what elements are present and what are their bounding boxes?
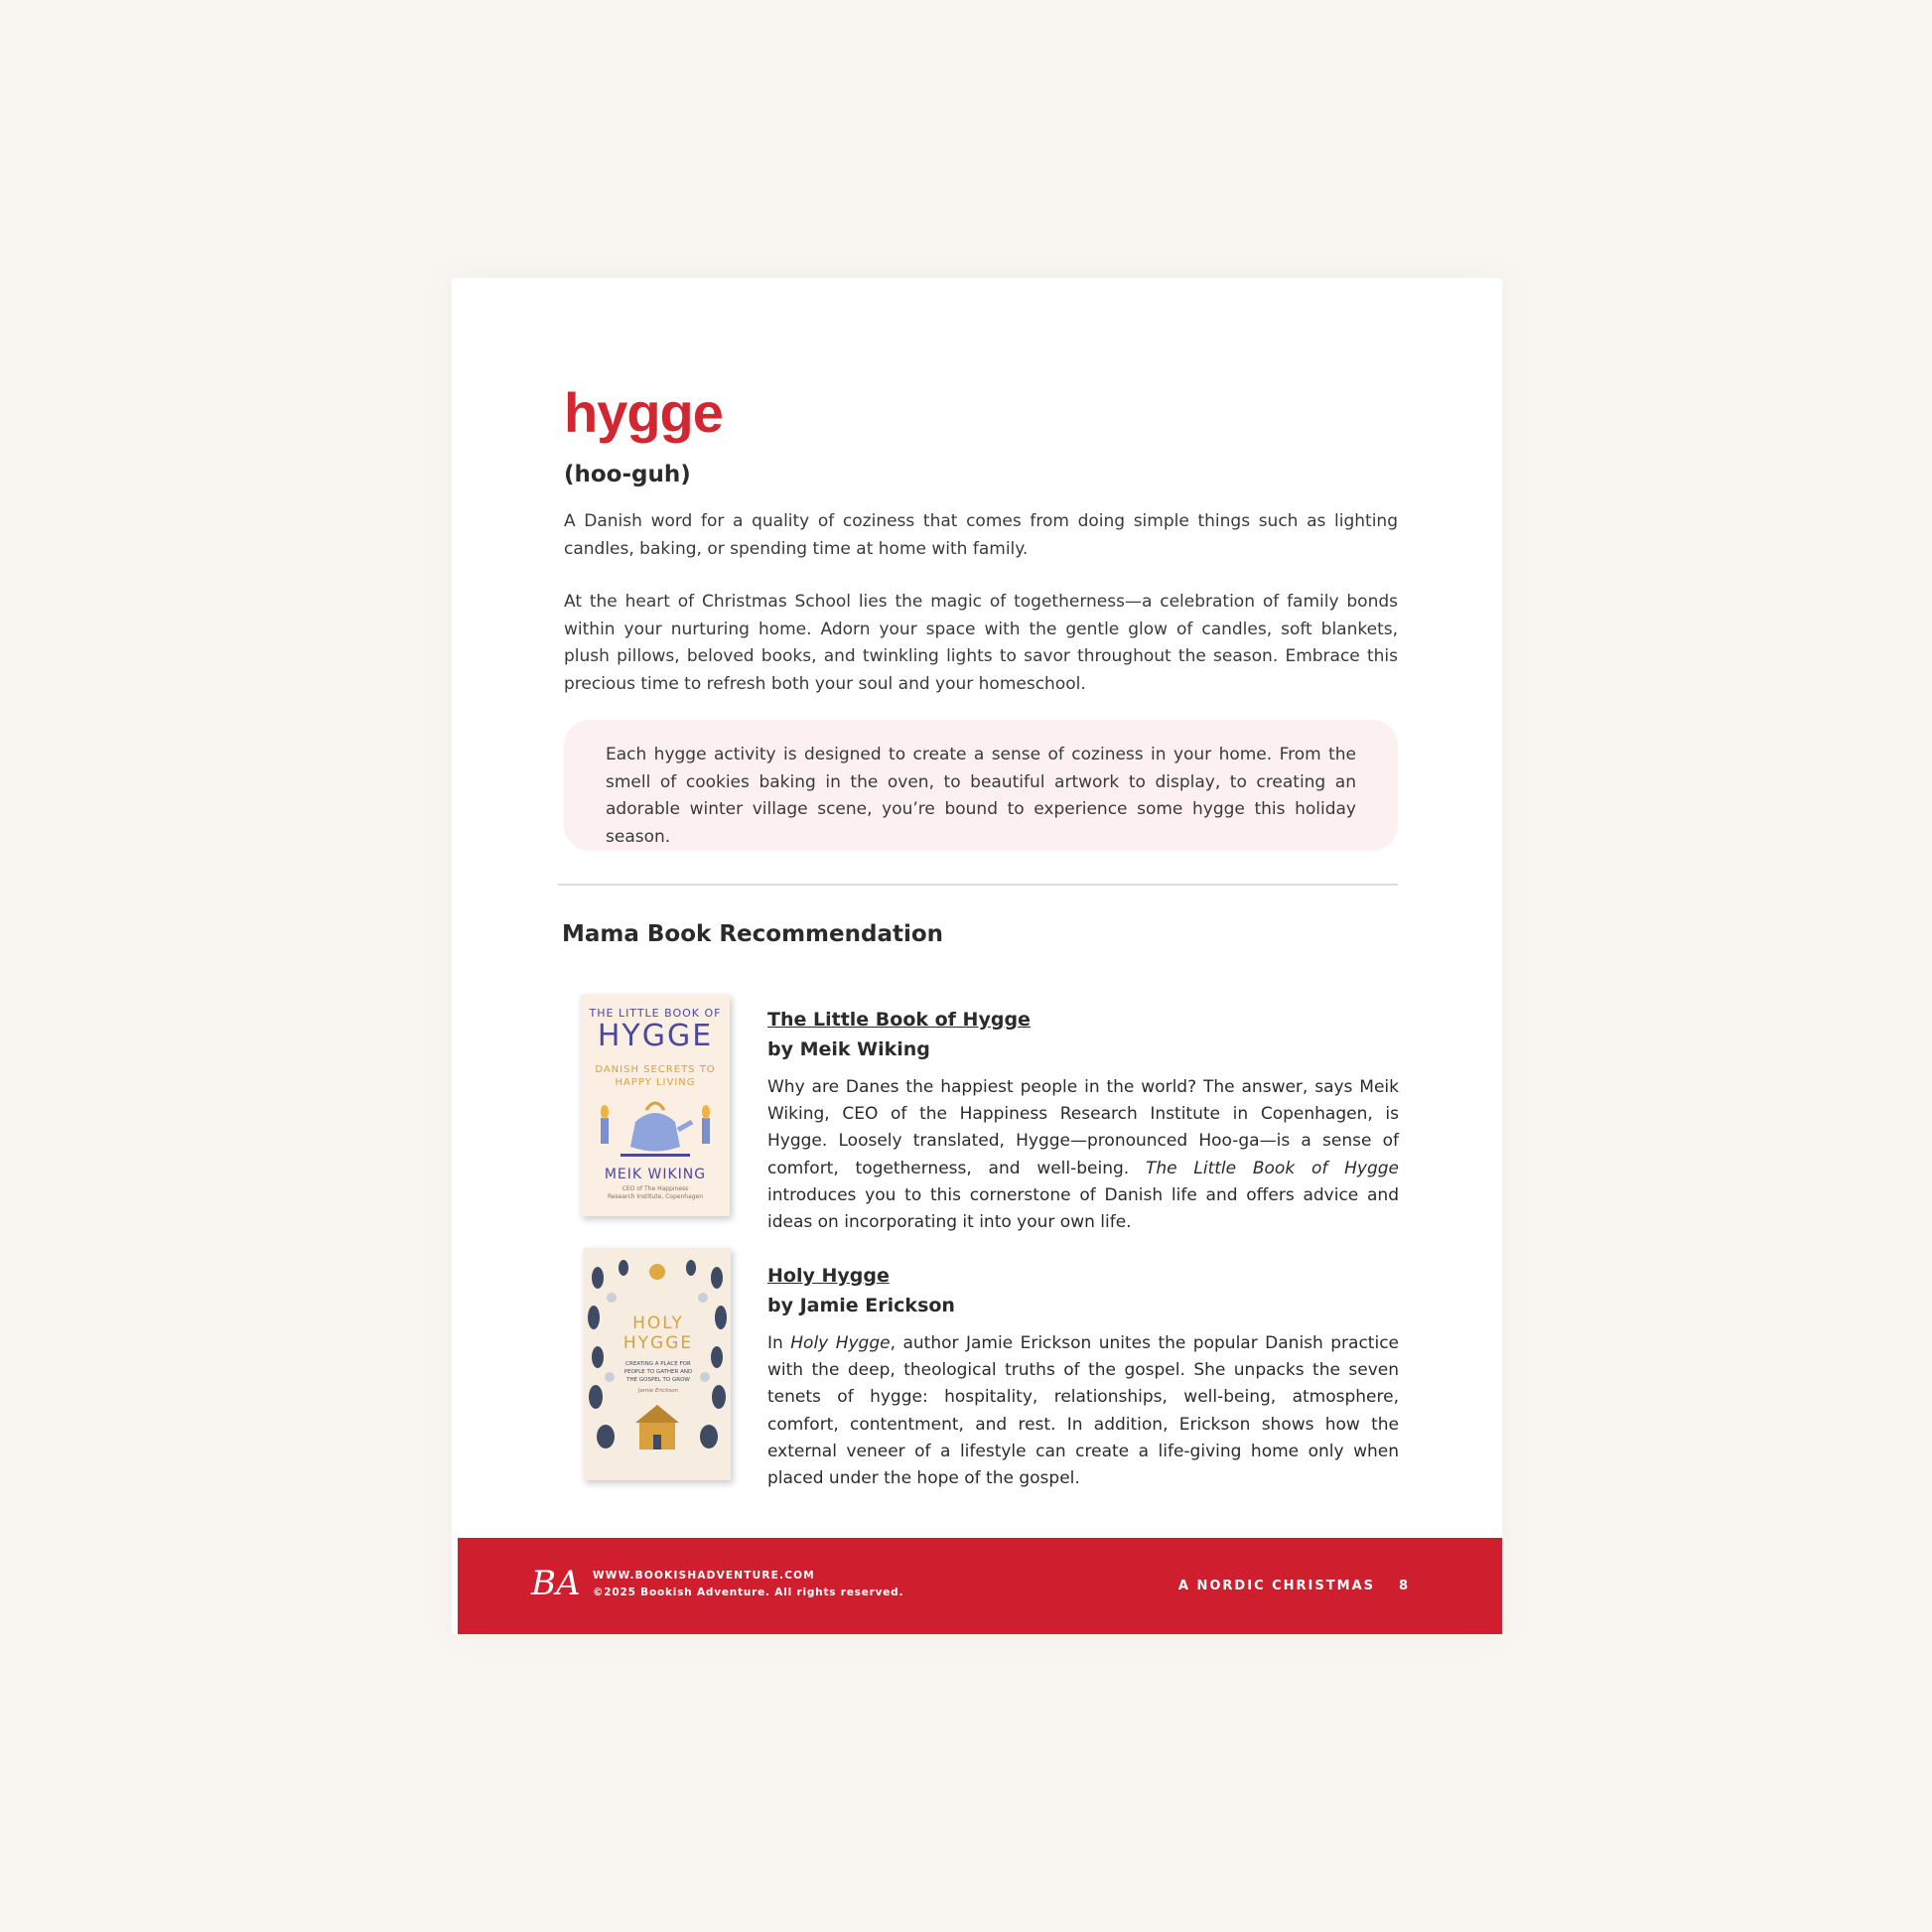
- brand-logo: BA: [531, 1564, 581, 1603]
- cover-tagline-3: THE GOSPEL TO GROW: [626, 1377, 690, 1383]
- book-description-italic: Holy Hygge: [790, 1333, 891, 1353]
- book-description-italic: The Little Book of Hygge: [1145, 1158, 1399, 1178]
- book-description: [767, 1074, 1399, 1236]
- section-heading: Mama Book Recommendation: [562, 921, 944, 947]
- cover-byline-2: Research Institute, Copenhagen: [607, 1193, 704, 1200]
- book-description-text: introduces you to this cornerstone of Danish life and offers advice and ideas on incorporating it into your own life.: [767, 1184, 1399, 1233]
- intro-paragraph: At the heart of Christmas School lies the magic of togetherness—a celebration of family bonds within your nurturing home. Adorn your space with the gentle glow of candles, soft blankets, plush pillows, beloved books, and twinkling lights to savor throughout the season. Embrace this precious time to refresh both your soul and your homeschool.: [564, 592, 1398, 694]
- book-description-text: In: [767, 1333, 791, 1353]
- book-description-text: , author Jamie Erickson unites the popular Danish practice with the deep, theological truths of the gospel. She unpacks the seven tenets of hygge: hospitality, relationships, well-being, atmosphere, comfort, contentment, and rest. In addition, Erickson shows how the external veneer of a lifestyle can create a life-giving home only when placed under the hope of the gospel.: [767, 1333, 1400, 1489]
- book-author: by Jamie Erickson: [767, 1295, 955, 1316]
- cover-subtitle-line-1: DANISH SECRETS TO: [595, 1064, 716, 1075]
- book-description: [767, 1330, 1399, 1492]
- footer-series-title: A NORDIC CHRISTMAS: [1177, 1579, 1375, 1593]
- section-divider: [558, 884, 1398, 886]
- book-entry-2: [767, 1261, 1399, 1492]
- cover-top-line: THE LITTLE BOOK OF: [589, 1007, 722, 1020]
- book-title-link[interactable]: The Little Book of Hygge: [767, 1009, 1031, 1031]
- pronunciation: (hoo-guh): [564, 462, 691, 487]
- cover-title-line-1: HOLY: [632, 1313, 684, 1333]
- page-number: 8: [1398, 1579, 1408, 1593]
- book-description-text: Why are Danes the happiest people in the world? The answer, says Meik Wiking, CEO of the Happiness Research Institute in Copenhagen, is Hygge. Loosely translated, Hygge—pronounced Hoo-ga—is a sense of comfort, togetherness, and well-being.: [767, 1077, 1399, 1178]
- cover-title-line-2: HYGGE: [622, 1333, 694, 1353]
- page-footer: [458, 1538, 1502, 1634]
- cover-main-title: HYGGE: [597, 1019, 714, 1053]
- book-cover-little-book-of-hygge: [581, 995, 730, 1216]
- definition-paragraph: A Danish word for a quality of coziness that comes from doing simple things such as lighting candles, baking, or spending time at home with family.: [564, 511, 1398, 559]
- book-author: by Meik Wiking: [767, 1038, 930, 1060]
- cover-author: MEIK WIKING: [604, 1167, 707, 1182]
- footer-url-link[interactable]: WWW.BOOKISHADVENTURE.COM: [593, 1570, 815, 1582]
- cover-author: Jamie Erickson: [637, 1388, 679, 1394]
- book-cover-holy-hygge: [584, 1248, 731, 1480]
- callout-box: [564, 720, 1398, 851]
- teapot-candles-illustration: [581, 1092, 730, 1164]
- document-page: [452, 278, 1502, 1634]
- callout-text: Each hygge activity is designed to create a sense of coziness in your home. From the smell of cookies baking in the oven, to beautiful artwork to display, to creating an adorable winter village scene, you’re bound to experience some hygge this holiday season.: [606, 745, 1356, 847]
- cover-tagline-1: CREATING A PLACE FOR: [625, 1361, 691, 1367]
- cover-tagline-2: PEOPLE TO GATHER AND: [623, 1369, 693, 1375]
- book-entry-1: [767, 1005, 1399, 1236]
- footer-copyright: ©2025 Bookish Adventure. All rights reserved.: [593, 1587, 904, 1598]
- cover-subtitle-line-2: HAPPY LIVING: [615, 1077, 696, 1088]
- page-title: hygge: [564, 381, 723, 444]
- cover-byline-1: CEO of The Happiness: [621, 1185, 689, 1192]
- book-title-link[interactable]: Holy Hygge: [767, 1265, 890, 1287]
